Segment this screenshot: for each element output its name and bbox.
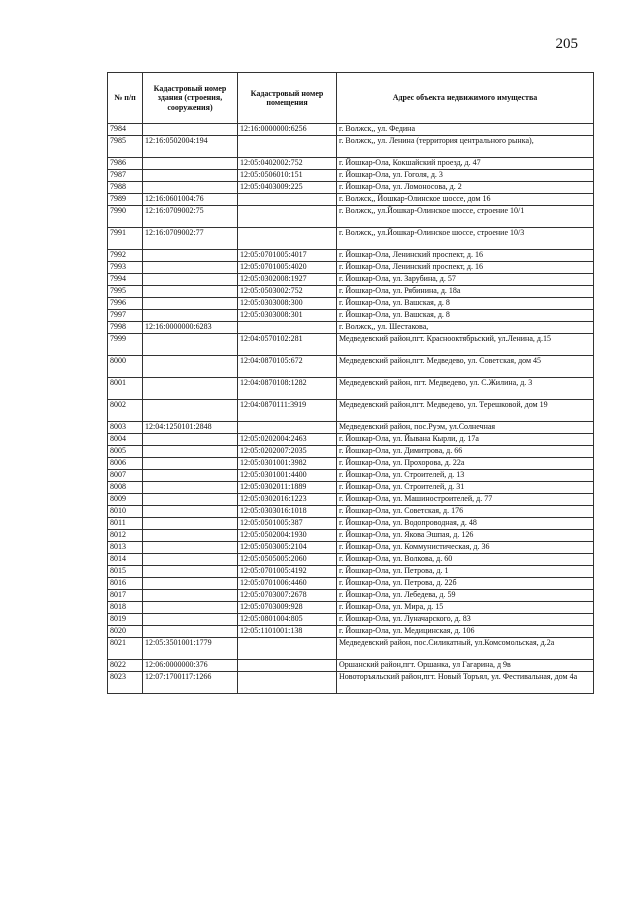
cell-building-cadastral: 12:06:0000000:376: [143, 660, 238, 672]
cell-number: 8008: [108, 482, 143, 494]
cell-number: 7993: [108, 262, 143, 274]
table-row: [108, 482, 594, 494]
table-row: [108, 672, 594, 694]
cell-address: г. Волжск,, ул. Федина: [337, 124, 594, 136]
cell-number: 7985: [108, 136, 143, 158]
cell-address: Оршанский район,пгт. Оршанка, ул Гагарина, д 9в: [337, 660, 594, 672]
cell-room-cadastral: 12:05:0301001:3982: [238, 458, 337, 470]
cell-number: 8019: [108, 614, 143, 626]
table-row: [108, 356, 594, 378]
cell-building-cadastral: [143, 446, 238, 458]
cell-address: Медведевский район,пгт. Медведево, ул. Терешковой, дом 19: [337, 400, 594, 422]
cell-building-cadastral: [143, 356, 238, 378]
cell-address: г. Йошкар-Ола, ул. Якова Эшпая, д. 126: [337, 530, 594, 542]
table-row: [108, 158, 594, 170]
page-number: 205: [555, 36, 578, 52]
cell-number: 7989: [108, 194, 143, 206]
cell-number: 8022: [108, 660, 143, 672]
cell-room-cadastral: 12:04:0870108:1282: [238, 378, 337, 400]
cell-address: г. Йошкар-Ола, ул. Машиностроителей, д. 77: [337, 494, 594, 506]
cell-number: 8000: [108, 356, 143, 378]
table-header-row: [108, 73, 594, 124]
cell-number: 7999: [108, 334, 143, 356]
cell-address: г. Йошкар-Ола, ул. Рябинина, д. 18а: [337, 286, 594, 298]
cell-address: г. Йошкар-Ола, ул. Строителей, д. 31: [337, 482, 594, 494]
cell-number: 8016: [108, 578, 143, 590]
cell-room-cadastral: 12:05:1101001:138: [238, 626, 337, 638]
cell-number: 8012: [108, 530, 143, 542]
cell-room-cadastral: 12:04:0570102:281: [238, 334, 337, 356]
cell-building-cadastral: [143, 310, 238, 322]
cell-building-cadastral: 12:16:0502004:194: [143, 136, 238, 158]
cell-building-cadastral: [143, 530, 238, 542]
cell-room-cadastral: 12:05:0302016:1223: [238, 494, 337, 506]
cell-building-cadastral: [143, 470, 238, 482]
header-room-cadastral: Кадастровый номер помещения: [238, 73, 337, 124]
table-row: [108, 124, 594, 136]
cell-number: 8001: [108, 378, 143, 400]
cell-building-cadastral: [143, 158, 238, 170]
cell-building-cadastral: 12:16:0601004:76: [143, 194, 238, 206]
cell-number: 8023: [108, 672, 143, 694]
cell-number: 7990: [108, 206, 143, 228]
cell-address: г. Йошкар-Ола, ул. Вашская, д. 8: [337, 298, 594, 310]
cell-room-cadastral: 12:05:0302011:1889: [238, 482, 337, 494]
cell-room-cadastral: [238, 136, 337, 158]
cell-building-cadastral: [143, 554, 238, 566]
cell-number: 8018: [108, 602, 143, 614]
table-row: [108, 506, 594, 518]
cell-address: г. Йошкар-Ола, ул. Медицинская, д. 106: [337, 626, 594, 638]
cell-address: г. Волжск,, ул.Йошкар-Олинское шоссе, строение 10/1: [337, 206, 594, 228]
cell-building-cadastral: 12:04:1250101:2848: [143, 422, 238, 434]
cell-room-cadastral: 12:05:0701005:4020: [238, 262, 337, 274]
cell-building-cadastral: [143, 602, 238, 614]
header-address: Адрес объекта недвижимого имущества: [337, 73, 594, 124]
cell-address: г. Йошкар-Ола, ул. Советская, д. 176: [337, 506, 594, 518]
cell-room-cadastral: 12:16:0000000:6256: [238, 124, 337, 136]
table-row: [108, 554, 594, 566]
cell-number: 8021: [108, 638, 143, 660]
cell-room-cadastral: 12:05:0302008:1927: [238, 274, 337, 286]
table-row: [108, 136, 594, 158]
cell-building-cadastral: 12:16:0709002:77: [143, 228, 238, 250]
cell-address: г. Йошкар-Ола, ул. Димитрова, д. 66: [337, 446, 594, 458]
cell-number: 7997: [108, 310, 143, 322]
cell-address: Медведевский район,пгт. Краснооктябрьский, ул.Ленина, д.15: [337, 334, 594, 356]
cell-room-cadastral: [238, 422, 337, 434]
table-row: [108, 446, 594, 458]
cell-number: 7988: [108, 182, 143, 194]
cell-address: Новоторъяльский район,пгт. Новый Торъял, ул. Фестивальная, дом 4а: [337, 672, 594, 694]
cell-building-cadastral: [143, 400, 238, 422]
cell-number: 7984: [108, 124, 143, 136]
table-row: [108, 626, 594, 638]
cell-address: г. Волжск,, ул. Шестакова,: [337, 322, 594, 334]
cell-building-cadastral: [143, 378, 238, 400]
table-row: [108, 542, 594, 554]
cell-address: г. Йошкар-Ола, ул. Йывана Кырли, д. 17а: [337, 434, 594, 446]
table-row: [108, 250, 594, 262]
table-row: [108, 262, 594, 274]
cell-building-cadastral: [143, 482, 238, 494]
cell-room-cadastral: 12:05:0502004:1930: [238, 530, 337, 542]
cell-building-cadastral: [143, 578, 238, 590]
cell-room-cadastral: 12:05:0202004:2463: [238, 434, 337, 446]
cell-room-cadastral: 12:05:0801004:805: [238, 614, 337, 626]
table-body: [108, 124, 594, 694]
cell-number: 8005: [108, 446, 143, 458]
cell-number: 8020: [108, 626, 143, 638]
table-row: [108, 578, 594, 590]
cell-building-cadastral: [143, 250, 238, 262]
cell-room-cadastral: 12:04:0870105:672: [238, 356, 337, 378]
cell-room-cadastral: 12:05:0303008:300: [238, 298, 337, 310]
table-row: [108, 228, 594, 250]
table-row: [108, 590, 594, 602]
cell-address: г. Йошкар-Ола, ул. Луначарского, д. 83: [337, 614, 594, 626]
cell-building-cadastral: [143, 170, 238, 182]
header-number: № п/п: [108, 73, 143, 124]
cell-room-cadastral: 12:05:0202007:2035: [238, 446, 337, 458]
cell-room-cadastral: 12:05:0503005:2104: [238, 542, 337, 554]
cell-number: 7987: [108, 170, 143, 182]
table-row: [108, 518, 594, 530]
cell-building-cadastral: [143, 334, 238, 356]
cell-building-cadastral: [143, 274, 238, 286]
table-row: [108, 422, 594, 434]
cell-building-cadastral: [143, 124, 238, 136]
cell-building-cadastral: [143, 626, 238, 638]
table-row: [108, 194, 594, 206]
cell-building-cadastral: [143, 182, 238, 194]
cell-address: г. Йошкар-Ола, Кокшайский проезд, д. 47: [337, 158, 594, 170]
cell-address: г. Йошкар-Ола, ул. Лебедева, д. 59: [337, 590, 594, 602]
cadastral-table: [107, 72, 594, 694]
cell-address: г. Йошкар-Ола, ул. Вашская, д. 8: [337, 310, 594, 322]
table-row: [108, 660, 594, 672]
cell-building-cadastral: [143, 506, 238, 518]
cell-building-cadastral: [143, 286, 238, 298]
cell-room-cadastral: [238, 194, 337, 206]
cell-address: г. Йошкар-Ола, ул. Ломоносова, д. 2: [337, 182, 594, 194]
cell-address: г. Йошкар-Ола, ул. Петрова, д. 1: [337, 566, 594, 578]
cell-number: 7995: [108, 286, 143, 298]
cell-number: 8017: [108, 590, 143, 602]
cell-address: Медведевский район, пос.Руэм, ул.Солнечная: [337, 422, 594, 434]
cell-address: г. Йошкар-Ола, ул. Гоголя, д. 3: [337, 170, 594, 182]
cell-room-cadastral: 12:05:0505005:2060: [238, 554, 337, 566]
cell-room-cadastral: 12:05:0303008:301: [238, 310, 337, 322]
cell-room-cadastral: 12:05:0701005:4017: [238, 250, 337, 262]
cell-building-cadastral: [143, 458, 238, 470]
cell-room-cadastral: 12:05:0301001:4400: [238, 470, 337, 482]
table-row: [108, 206, 594, 228]
cell-address: г. Йошкар-Ола, ул. Мира, д. 15: [337, 602, 594, 614]
table-row: [108, 470, 594, 482]
cell-building-cadastral: [143, 590, 238, 602]
cell-room-cadastral: 12:05:0701005:4192: [238, 566, 337, 578]
cell-room-cadastral: 12:05:0703009:928: [238, 602, 337, 614]
cell-number: 8002: [108, 400, 143, 422]
cell-number: 7986: [108, 158, 143, 170]
table-row: [108, 602, 594, 614]
table-row: [108, 182, 594, 194]
table-row: [108, 638, 594, 660]
cell-building-cadastral: [143, 262, 238, 274]
cell-address: г. Волжск,, ул.Йошкар-Олинское шоссе, строение 10/3: [337, 228, 594, 250]
cell-address: г. Йошкар-Ола, ул. Прохорова, д. 22а: [337, 458, 594, 470]
cell-address: г. Йошкар-Ола, ул. Волкова, д. 60: [337, 554, 594, 566]
cell-number: 8009: [108, 494, 143, 506]
cell-building-cadastral: [143, 518, 238, 530]
table-row: [108, 274, 594, 286]
cell-number: 7991: [108, 228, 143, 250]
table-row: [108, 494, 594, 506]
cell-room-cadastral: 12:05:0402002:752: [238, 158, 337, 170]
cell-address: г. Волжск,, Йошкар-Олинское шоссе, дом 16: [337, 194, 594, 206]
table-row: [108, 400, 594, 422]
cell-address: г. Йошкар-Ола, Ленинский проспект, д. 16: [337, 250, 594, 262]
cell-number: 8014: [108, 554, 143, 566]
cell-room-cadastral: 12:05:0703007:2678: [238, 590, 337, 602]
cell-building-cadastral: [143, 494, 238, 506]
cell-number: 8007: [108, 470, 143, 482]
table-row: [108, 286, 594, 298]
cell-address: Медведевский район, пос.Силикатный, ул.Комсомольская, д.2а: [337, 638, 594, 660]
cell-room-cadastral: 12:05:0506010:151: [238, 170, 337, 182]
table-row: [108, 298, 594, 310]
cell-address: Медведевский район, пгт. Медведево, ул. С.Жилина, д. 3: [337, 378, 594, 400]
cell-room-cadastral: [238, 228, 337, 250]
cell-room-cadastral: [238, 660, 337, 672]
cell-building-cadastral: 12:16:0000000:6283: [143, 322, 238, 334]
cell-number: 8013: [108, 542, 143, 554]
cell-building-cadastral: [143, 434, 238, 446]
cell-room-cadastral: [238, 206, 337, 228]
cell-number: 8011: [108, 518, 143, 530]
cell-number: 8003: [108, 422, 143, 434]
table-row: [108, 434, 594, 446]
cell-number: 8004: [108, 434, 143, 446]
cell-room-cadastral: 12:05:0403009:225: [238, 182, 337, 194]
table-row: [108, 566, 594, 578]
cell-address: г. Йошкар-Ола, ул. Зарубина, д. 57: [337, 274, 594, 286]
table-row: [108, 378, 594, 400]
cell-building-cadastral: 12:16:0709002:75: [143, 206, 238, 228]
table-row: [108, 334, 594, 356]
table-row: [108, 458, 594, 470]
cell-room-cadastral: 12:05:0503002:752: [238, 286, 337, 298]
cell-building-cadastral: 12:07:1700117:1266: [143, 672, 238, 694]
cell-room-cadastral: 12:05:0701006:4460: [238, 578, 337, 590]
cell-address: г. Йошкар-Ола, Ленинский проспект, д. 16: [337, 262, 594, 274]
cell-building-cadastral: 12:05:3501001:1779: [143, 638, 238, 660]
cell-address: г. Йошкар-Ола, ул. Водопроводная, д. 48: [337, 518, 594, 530]
cell-address: Медведевский район,пгт. Медведево, ул. Советская, дом 45: [337, 356, 594, 378]
cell-number: 7994: [108, 274, 143, 286]
cell-number: 7998: [108, 322, 143, 334]
cell-address: г. Волжск,, ул. Ленина (территория центрального рынка),: [337, 136, 594, 158]
cell-address: г. Йошкар-Ола, ул. Коммунистическая, д. 36: [337, 542, 594, 554]
table-row: [108, 322, 594, 334]
cell-room-cadastral: 12:05:0303016:1018: [238, 506, 337, 518]
cell-number: 8006: [108, 458, 143, 470]
cell-number: 7996: [108, 298, 143, 310]
cell-number: 8015: [108, 566, 143, 578]
cell-address: г. Йошкар-Ола, ул. Петрова, д. 22б: [337, 578, 594, 590]
cell-number: 8010: [108, 506, 143, 518]
cell-address: г. Йошкар-Ола, ул. Строителей, д. 13: [337, 470, 594, 482]
table-row: [108, 530, 594, 542]
cell-room-cadastral: [238, 322, 337, 334]
table-row: [108, 614, 594, 626]
cell-building-cadastral: [143, 542, 238, 554]
cell-building-cadastral: [143, 566, 238, 578]
cell-room-cadastral: [238, 638, 337, 660]
cell-number: 7992: [108, 250, 143, 262]
table-row: [108, 310, 594, 322]
header-building-cadastral: Кадастровый номер здания (строения, сооружения): [143, 73, 238, 124]
cell-room-cadastral: 12:04:0870111:3919: [238, 400, 337, 422]
cell-room-cadastral: [238, 672, 337, 694]
cell-room-cadastral: 12:05:0501005:387: [238, 518, 337, 530]
cell-building-cadastral: [143, 298, 238, 310]
cell-building-cadastral: [143, 614, 238, 626]
table-row: [108, 170, 594, 182]
